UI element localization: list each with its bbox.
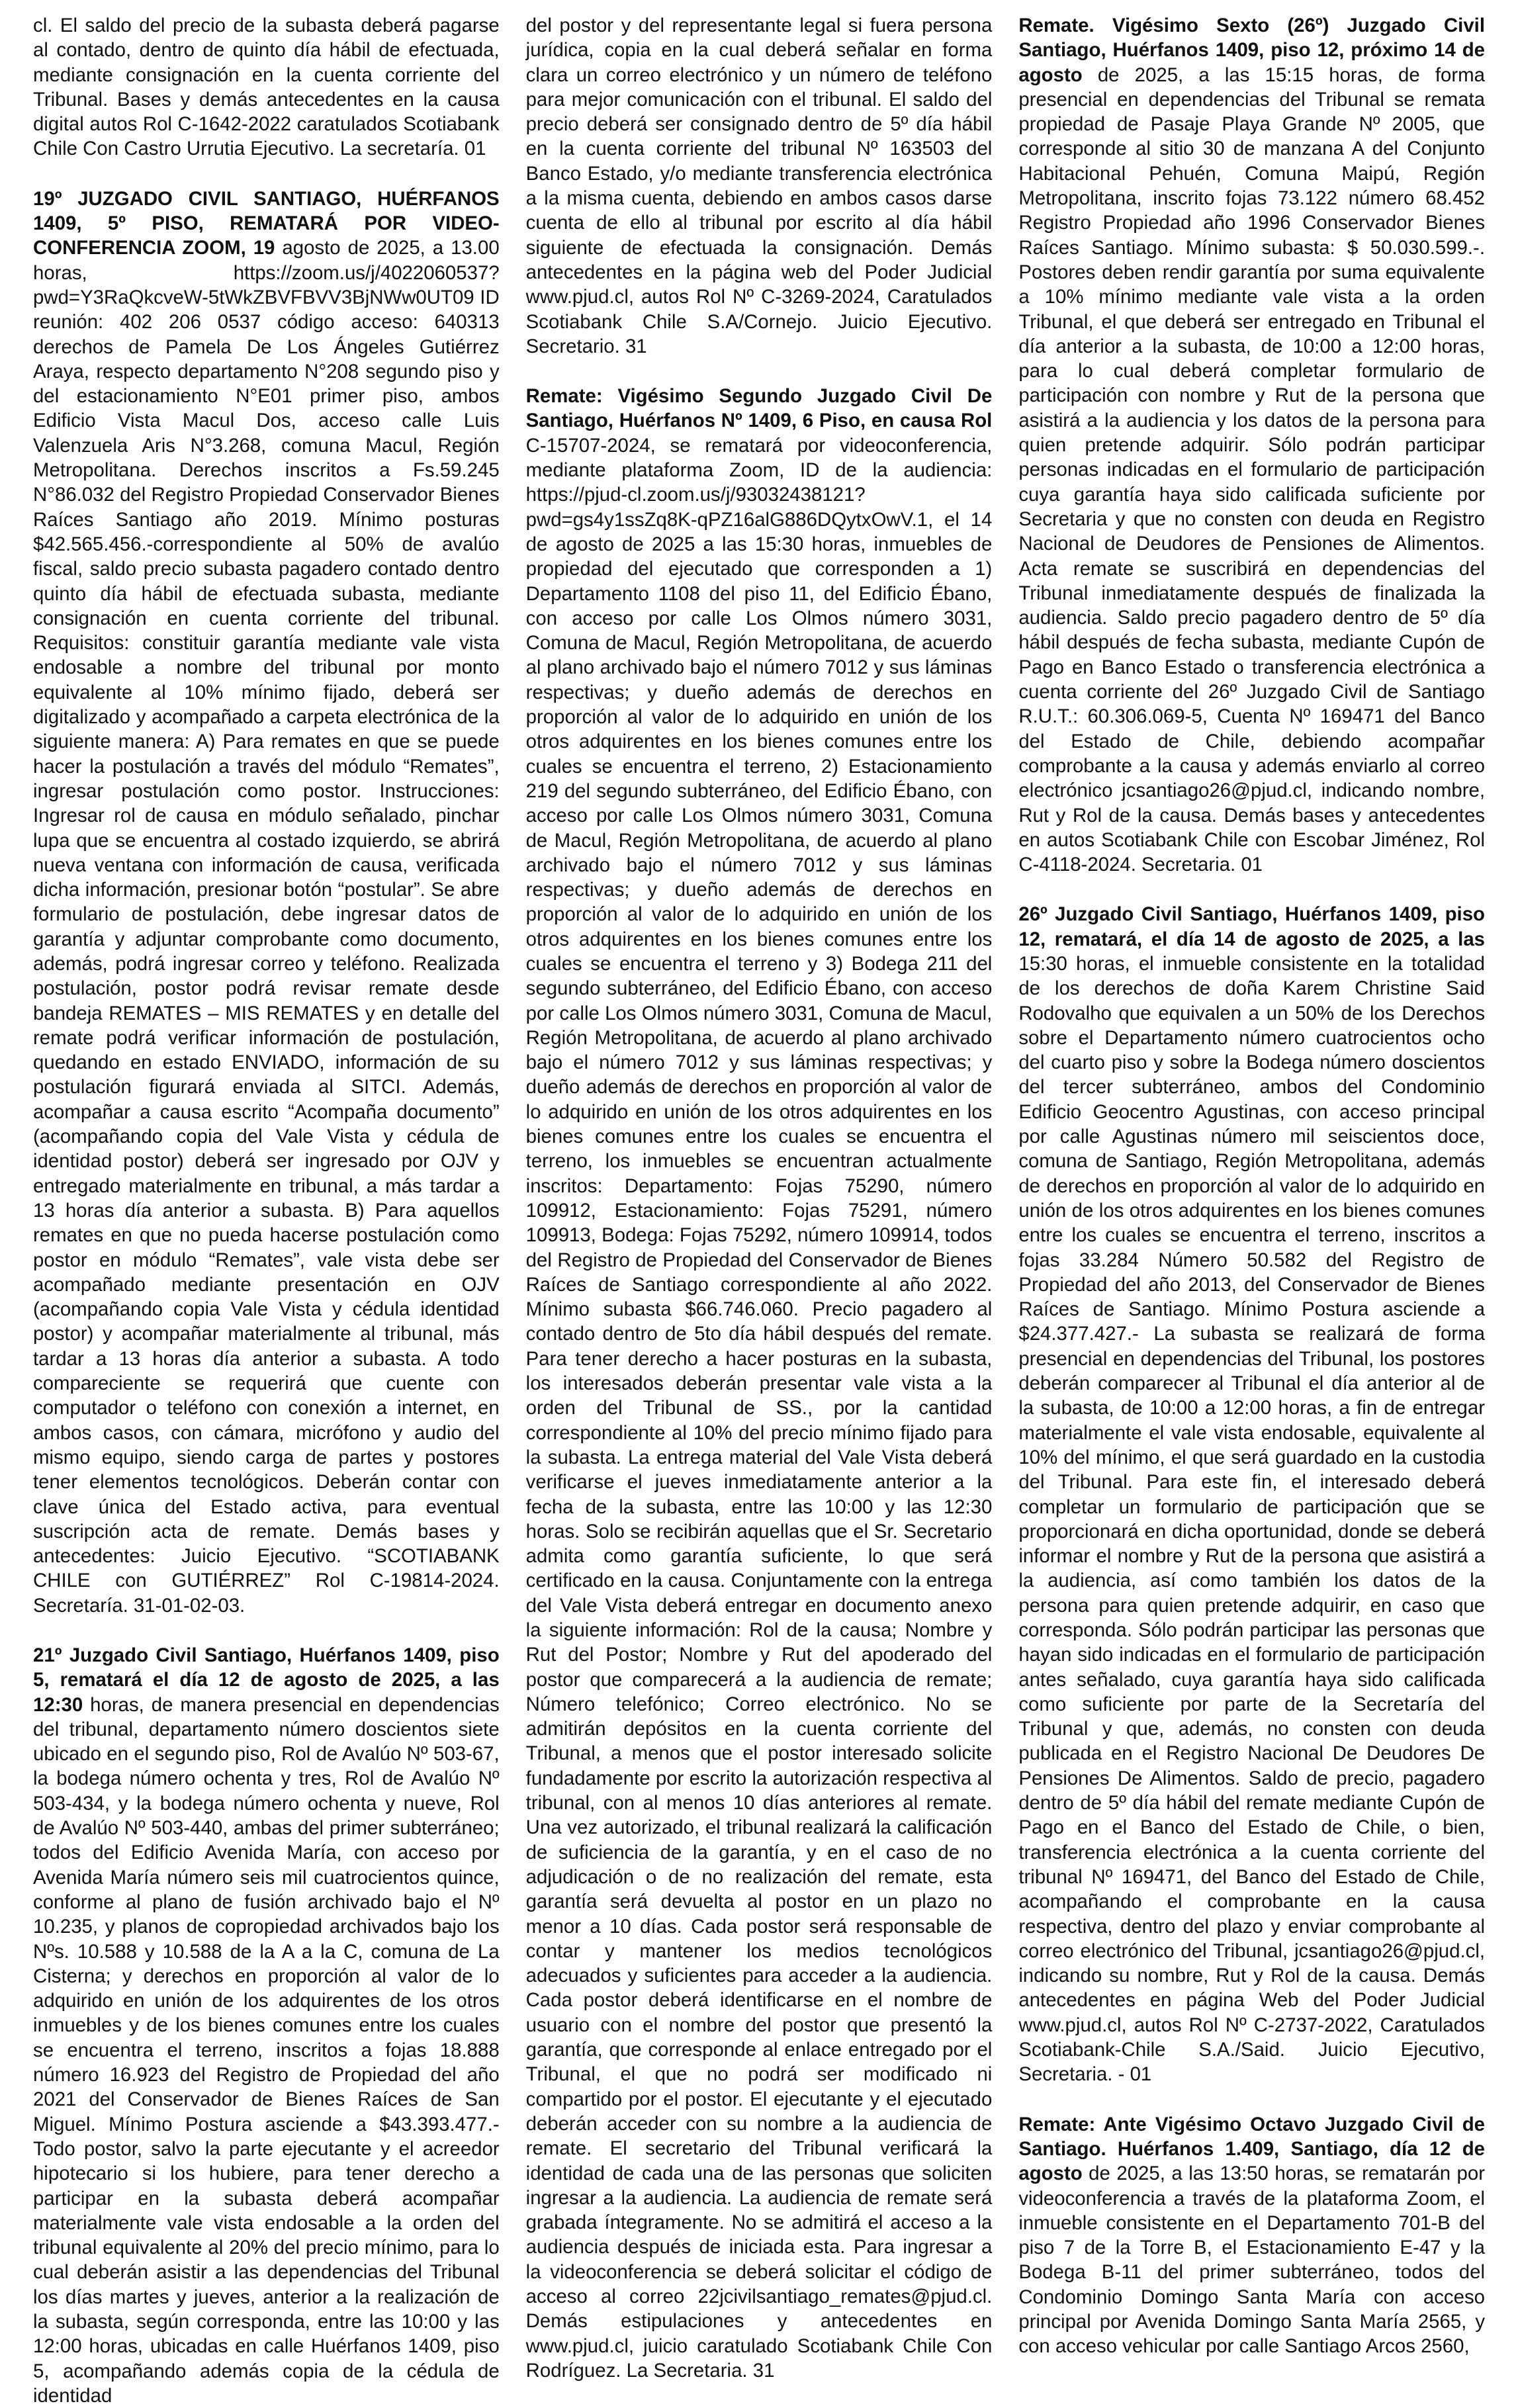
notice-body: de 2025, a las 15:15 horas, de forma presencial en dependencias del Tribunal se remata propiedad de Pasaje Playa Grande Nº 2005, que corresponde al sitio 30 de manzana A del Conjunto Habitacional Pehuén, Comuna Maipú, Región Metropolitana, inscrito fojas 73.122 número 68.452 Registro Propiedad año 1996 Conservador Bienes Raíces Santiago. Mínimo subasta: $ 50.030.599.-. Postores deben rendir garantía por suma equivalente a 10% mínimo mediante vale vista a la orden Tribunal, el que deberá ser entregado en Tribunal el día anterior a la subasta, de 10:00 a 12:00 horas, para lo cual deberá completar formulario de participación con nombre y Rut de la persona que asistirá a la audiencia y los datos de la persona para quien pretende adquirir. Sólo podrán participar personas indicadas en el formulario de participación cuya garantía haya sido calificada suficiente por Secretaria y que no consten con deuda en Registro Nacional de Deudores de Pensiones de Alimentos. Acta remate se suscribirá en dependencias del Tribunal inmediatamente después de finalizada la audiencia. Saldo precio pagadero dentro de 5º día hábil después de fecha subasta, mediante Cupón de Pago en Banco Estado o transferencia electrónica a cuenta corriente del 26º Juzgado Civil de Santiago R.U.T.: 60.306.069-5, Cuenta Nº 169471 del Banco del Estado de Chile, debiendo acompañar comprobante a la causa y además enviarlo al correo electrónico jcsantiago26@pjud.cl, indicando nombre, Rut y Rol de la causa. Demás bases y antecedentes en autos Scotiabank Chile con Escobar Jiménez, Rol C-4118-2024. Secretaria. 01	[1018, 64, 1486, 876]
notice	[33, 13, 500, 161]
notice-heading: 19º JUZGADO CIVIL SANTIAGO, HUÉRFANOS 1409, 5º PISO, REMATARÁ POR VIDEO-CONFERENCIA ZOOM, 19	[33, 187, 500, 259]
notice-body: horas, de manera presencial en dependencias del tribunal, departamento número doscientos siete ubicado en el segundo piso, Rol de Avalúo Nº 503-67, la bodega número ochenta y tres, Rol de Avalúo Nº 503-434, y la bodega número ochenta y nueve, Rol de Avalúo Nº 503-440, ambas del primer subterráneo; todos del Edificio Avenida María, con acceso por Avenida María número seis mil cuatrocientos quince, conforme al plano de fusión archivado bajo el Nº 10.235, y planos de copropiedad archivados bajo los Nºs. 10.588 y 10.588 de la A a la C, comuna de La Cisterna; y derechos en proporción al valor de lo adquirido en unión de los adquirentes de los otros inmuebles y de los bienes comunes entre los cuales se encuentra el terreno, inscritos a fojas 18.888 número 16.923 del Registro de Propiedad del año 2021 del Conservador de Bienes Raíces de San Miguel. Mínimo Postura asciende a $43.393.477.- Todo postor, salvo la parte ejecutante y el acreedor hipotecario si los hubiere, para tener derecho a participar en la subasta deberá acompañar materialmente vale vista endosable a la orden del tribunal equivalente al 20% del precio mínimo, para lo cual deberán asistir a las dependencias del Tribunal los días martes y jueves, anterior a la realización de la subasta, según corresponda, entre las 10:00 y las 12:00 horas, ubicadas en calle Huérfanos 1409, piso 5, acompañando además copia de la cédula de identidad	[33, 1693, 500, 2407]
notice-heading: Remate: Vigésimo Segundo Juzgado Civil De Santiago, Huérfanos Nº 1409, 6 Piso, en causa Rol	[525, 385, 993, 432]
notice	[1018, 2112, 1485, 2359]
notice	[526, 384, 993, 2383]
column-2	[525, 13, 993, 2382]
notice-heading: 26º Juzgado Civil Santiago, Huérfanos 1409, piso 12, rematará, el día 14 de agosto de 2025, a las	[1018, 903, 1486, 950]
column-1	[33, 13, 500, 2407]
notice-body: agosto de 2025, a 13.00 horas, https://zoom.us/j/4022060537?pwd=Y3RaQkcveW-5tWkZBVFBVV3BjNWw0UT09 ID reunión: 402 206 0537 código acceso: 640313 derechos de Pamela De Los Ángeles Gutiérrez Araya, respecto departamento N°208 segundo piso y del estacionamiento N°E01 primer piso, ambos Edificio Vista Macul Dos, acceso calle Luis Valenzuela Aris N°3.268, comuna Macul, Región Metropolitana. Derechos inscritos a Fs.59.245 N°86.032 del Registro Propiedad Conservador Bienes Raíces Santiago año 2019. Mínimo posturas $42.565.456.-correspondiente al 50% de avalúo fiscal, saldo precio subasta pagadero contado dentro quinto día hábil de efectuada subasta, mediante consignación en cuenta corriente del tribunal. Requisitos: constituir garantía mediante vale vista endosable a nombre del tribunal por monto equivalente al 10% mínimo fijado, deberá ser digitalizado y acompañado a carpeta electrónica de la siguiente manera: A) Para remates en que se puede hacer la postulación a través del módulo “Remates”, ingresar postulación como postor. Instrucciones: Ingresar rol de causa en módulo señalado, pinchar lupa que se encuentra al costado izquierdo, se abrirá nueva ventana con información de causa, verificada dicha información, presionar botón “postular”. Se abre formulario de postulación, debe ingresar datos de garantía y adjuntar comprobante como documento, además, podrá ingresar correo y teléfono. Realizada postulación, postor podrá revisar remate desde bandeja REMATES – MIS REMATES y en detalle del remate podrá verificar información de postulación, quedando en estado ENVIADO, información de su postulación figurará enviada al SITCI. Además, acompañar a causa escrito “Acompaña documento” (acompañando copia del Vale Vista y cédula de identidad postor) deberá ser ingresado por OJV y entregado materialmente en tribunal, a más tardar a 13 horas día anterior a subasta. B) Para aquellos remates en que no pueda hacerse postulación como postor en módulo “Remates”, vale vista debe ser acompañado mediante presentación en OJV (acompañando copia Vale Vista y cédula identidad postor) y acompañar materialmente al tribunal, más tardar a 13 horas día anterior a subasta. A todo compareciente se requerirá que cuente con computador o teléfono con conexión a internet, en ambos casos, con cámara, micrófono y audio del mismo equipo, siendo carga de partes y postores tener elementos tecnológicos. Deberán contar con clave única del Estado activa, para eventual suscripción acta de remate. Demás bases y antecedentes: Juicio Ejecutivo. “SCOTIABANK CHILE con GUTIÉRREZ” Rol C-19814-2024. Secretaría. 31-01-02-03.	[33, 237, 500, 1617]
notice	[33, 1643, 500, 2408]
notice	[1018, 902, 1485, 2086]
notice-body: C-15707-2024, se rematará por videoconferencia, mediante plataforma Zoom, ID de la audiencia: https://pjud-cl.zoom.us/j/93032438121?pwd=gs4y1ssZq8K-qPZ16alG886DQytxOwV.1, el 14 de agosto de 2025 a las 15:30 horas, inmuebles de propiedad del ejecutado que corresponden a 1) Departamento 1108 del piso 11, del Edificio Ébano, con acceso por calle Los Olmos número 3031, Comuna de Macul, Región Metropolitana, de acuerdo al plano archivado bajo el número 7012 y sus láminas respectivas; y dueño además de derechos en proporción al valor de lo adquirido en unión de los otros adquirentes en los bienes comunes entre los cuales se encuentra el terreno, 2) Estacionamiento 219 del segundo subterráneo, del Edificio Ébano, con acceso por calle Los Olmos número 3031, Comuna de Macul, Región Metropolitana, de acuerdo al plano archivado bajo el número 7012 y sus láminas respectivas; y dueño además de derechos en proporción al valor de lo adquirido en unión de los otros adquirentes en los bienes comunes entre los cuales se encuentra el terreno y 3) Bodega 211 del segundo subterráneo, del Edificio Ébano, con acceso por calle Los Olmos número 3031, Comuna de Macul, Región Metropolitana, de acuerdo al plano archivado bajo el número 7012 y sus láminas respectivas; y dueño además de derechos en proporción al valor de lo adquirido en unión de los otros adquirentes en los bienes comunes entre los cuales se encuentra el terreno, los inmuebles se encuentran actualmente inscritos: Departamento: Fojas 75290, número 109912, Estacionamiento: Fojas 75291, número 109913, Bodega: Fojas 75292, número 109914, todos del Registro de Propiedad del Conservador de Bienes Raíces de Santiago correspondiente al año 2022. Mínimo subasta $66.746.060. Precio pagadero al contado dentro de 5to día hábil después del remate. Para tener derecho a hacer posturas en la subasta, los interesados deberán presentar vale vista a la orden del Tribunal de SS., por la cantidad correspondiente al 10% del precio mínimo fijado para la subasta. La entrega material del Vale Vista deberá verificarse el jueves inmediatamente anterior a la fecha de la subasta, entre las 10:00 y las 12:30 horas. Solo se recibirán aquellas que el Sr. Secretario admita como garantía suficiente, lo que será certificado en la causa. Conjuntamente con la entrega del Vale Vista deberá entregar en documento anexo la siguiente información: Rol de la causa; Nombre y Rut del Postor; Nombre y Rut del apoderado del postor que comparecerá a la audiencia de remate; Número telefónico; Correo electrónico. No se admitirán depósitos en la cuenta corriente del Tribunal, a menos que el postor interesado solicite fundadamente por escrito la autorización respectiva al tribunal, con al menos 10 días anteriores al remate. Una vez autorizado, el tribunal realizará la calificación de suficiencia de la garantía, y en el caso de no adjudicación o de no realización del remate, esta garantía será devuelta al postor en un plazo no menor a 10 días. Cada postor será responsable de contar y mantener los medios tecnológicos adecuados y suficientes para acceder a la audiencia. Cada postor deberá identificarse en el nombre de usuario con el nombre del postor que presentó la garantía, que corresponde al enlace entregado por el Tribunal, el que no podrá ser modificado ni compartido por el postor. El ejecutante y el ejecutado deberán acceder con su nombre a la audiencia de remate. El secretario del Tribunal verificará la identidad de cada una de las personas que soliciten ingresar a la audiencia. La audiencia de remate será grabada íntegramente. No se admitirá el acceso a la audiencia después de iniciada esta. Para ingresar a la videoconferencia se deberá solicitar el código de acceso al correo 22jcivilsantiago_remates@pjud.cl. Demás estipulaciones y antecedentes en www.pjud.cl, juicio caratulado Scotiabank Chile Con Rodríguez. La Secretaria. 31	[525, 434, 993, 2382]
notice-heading: Remate: Ante Vigésimo Octavo Juzgado Civil de Santiago. Huérfanos 1.409, Santiago, día 12 de agosto	[1018, 2113, 1486, 2185]
notice-heading: Remate. Vigésimo Sexto (26º) Juzgado Civil Santiago, Huérfanos 1409, piso 12, próximo 14 de agosto	[1018, 15, 1486, 86]
notice	[1018, 13, 1485, 877]
notice-body: del postor y del representante legal si fuera persona jurídica, copia en la cual deberá señalar en forma clara un correo electrónico y un número de teléfono para mejor comunicación con el tribunal. El saldo del precio deberá ser consignado dentro de 5º día hábil en la cuenta corriente del tribunal Nº 163503 del Banco Estado, y/o mediante transferencia electrónica a la misma cuenta, debiendo en ambos casos darse cuenta de ello al tribunal por escrito al día hábil siguiente de efectuada la consignación. Demás antecedentes en la página web del Poder Judicial www.pjud.cl, autos Rol Nº C-3269-2024, Caratulados Scotiabank Chile S.A/Cornejo. Juicio Ejecutivo. Secretario. 31	[525, 15, 993, 357]
notice-body: 15:30 horas, el inmueble consistente en la totalidad de los derechos de doña Karem Christine Said Rodovalho que equivalen a un 50% de los Derechos sobre el Departamento número cuatrocientos ocho del cuarto piso y sobre la Bodega número doscientos del tercer subterráneo, ambos del Condominio Edificio Geocentro Agustinas, con acceso principal por calle Agustinas número mil seiscientos doce, comuna de Santiago, Región Metropolitana, además de derechos en proporción al valor de lo adquirido en unión de los otros adquirentes en los bienes comunes entre los cuales se encuentra el terreno, inscritos a fojas 33.284 Número 50.582 del Registro de Propiedad del año 2013, del Conservador de Bienes Raíces de Santiago. Mínimo Postura asciende a $24.377.427.- La subasta se realizará de forma presencial en dependencias del Tribunal, los postores deberán comparecer al Tribunal el día anterior al de la subasta, de 10:00 a 12:00 horas, a fin de entregar materialmente el vale vista endosable, equivalente al 10% del mínimo, el que será guardado en la custodia del Tribunal. Para este fin, el interesado deberá completar un formulario de participación que se proporcionará en dicha oportunidad, donde se deberá informar el nombre y Rut de la persona que asistirá a la audiencia, así como también los datos de la persona para quien pretende adquirir, en caso que corresponda. Sólo podrán participar las personas que hayan sido indicadas en el formulario de participación antes señalado, cuya garantía haya sido calificada como suficiente por parte de la Secretaría del Tribunal y que, además, no consten con deuda publicada en el Registro Nacional De Deudores De Pensiones De Alimentos. Saldo de precio, pagadero dentro de 5º día hábil del remate mediante Cupón de Pago en el Banco del Estado de Chile, o bien, transferencia electrónica a la cuenta corriente del tribunal Nº 169471, del Banco del Estado de Chile, acompañando el comprobante en la causa respectiva, dentro del plazo y enviar comprobante al correo electrónico del Tribunal, jcsantiago26@pjud.cl, indicando su nombre, Rut y Rol de la causa. Demás antecedentes en página Web del Poder Judicial www.pjud.cl, autos Rol Nº C-2737-2022, Caratulados Scotiabank-Chile S.A./Said. Juicio Ejecutivo, Secretaria. - 01	[1018, 952, 1486, 2086]
notice	[33, 187, 500, 1618]
notice-body: cl. El saldo del precio de la subasta deberá pagarse al contado, dentro de quinto día hábil de efectuada, mediante consignación en la cuenta corriente del Tribunal. Bases y demás antecedentes en la causa digital autos Rol C-1642-2022 caratulados Scotiabank Chile Con Castro Urrutia Ejecutivo. La secretaría. 01	[33, 15, 500, 160]
column-3	[1018, 13, 1486, 2358]
notice	[526, 13, 993, 359]
notice-body: de 2025, a las 13:50 horas, se rematarán por videoconferencia a través de la plataforma Zoom, el inmueble consistente en el Departamento 701-B del piso 7 de la Torre B, el Estacionamiento E-47 y la Bodega B-11 del primer subterráneo, todos del Condominio Domingo Santa María con acceso principal por Avenida Domingo Santa María 2565, y con acceso vehicular por calle Santiago Arcos 2560,	[1018, 2163, 1486, 2358]
notice-heading: 21º Juzgado Civil Santiago, Huérfanos 1409, piso 5, rematará el día 12 de agosto de 2025, a las 12:30	[33, 1644, 500, 1716]
